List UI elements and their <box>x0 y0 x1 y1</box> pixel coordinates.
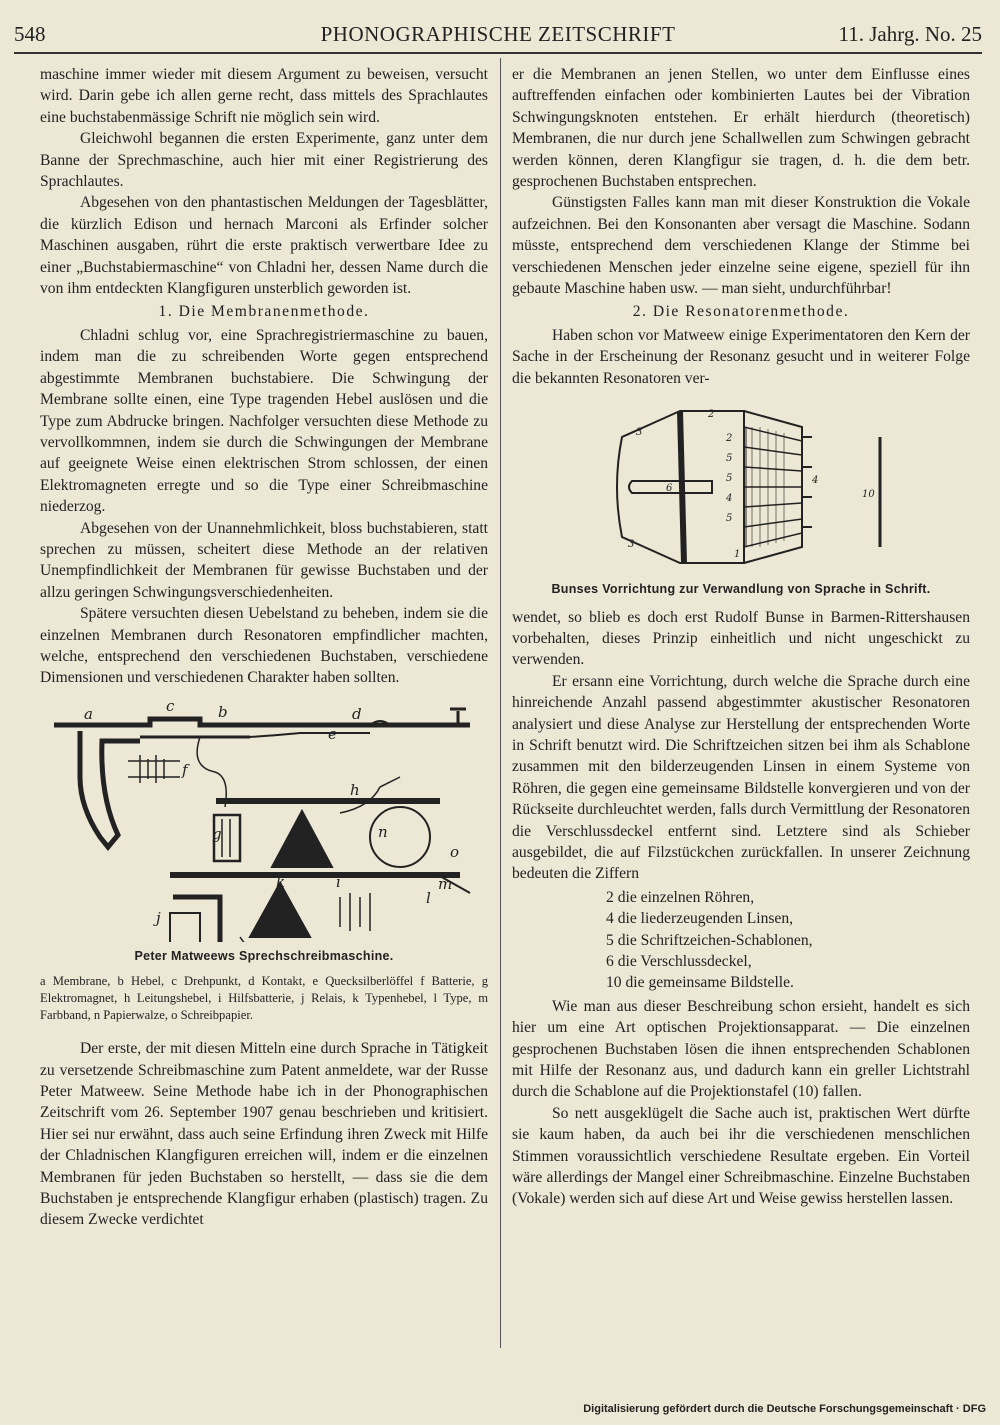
svg-text:b: b <box>218 702 228 721</box>
column-divider <box>500 58 501 1348</box>
svg-text:c: c <box>166 696 175 715</box>
svg-text:i: i <box>336 872 341 891</box>
paragraph: er die Membranen an jenen Stellen, wo unter dem Einflusse eines auftreffenden einfachen oder kombinierten Lautes bei der Vibration Schwingungsknoten entstehen. Er erhält hierdurch (theoretisch) Membranen, die nur durch jene Schallwellen zum Schwingen gebracht werden können, deren Klangfigur sie tragen, d. h. die dem betr. gesprochenen Buchstaben entsprechen. <box>512 66 970 191</box>
issue-label: 11. Jahrg. No. 25 <box>838 22 982 46</box>
svg-text:10: 10 <box>862 489 875 501</box>
figure-legend: a Membrane, b Hebel, c Drehpunkt, d Kontakt, e Quecksilberlöffel f Batterie, g Elektromagnet, h Leitungshebel, i Hilfsbatterie, j Relais, k Typenhebel, l Type, m Farbband, n Papierwalze, o Schreibpapier. <box>40 974 488 1023</box>
svg-text:o: o <box>450 842 460 861</box>
svg-text:n: n <box>378 822 388 841</box>
page-number: 548 <box>14 22 46 46</box>
svg-text:d: d <box>352 704 362 723</box>
resonator-device-diagram <box>512 397 970 575</box>
svg-text:2: 2 <box>708 409 715 421</box>
svg-text:m: m <box>438 874 453 893</box>
svg-text:5: 5 <box>726 513 733 525</box>
list-item: 10 die gemeinsame Bildstelle. <box>606 974 794 992</box>
svg-text:k: k <box>276 872 286 891</box>
paragraph: Wie man aus dieser Beschreibung schon ersieht, handelt es sich hier um eine Art optischen Projektionsapparat. — Die einzelnen gesprochenen Buchstaben lösen die ihnen entsprechenden Schablonen mit Hilfe der Resonanz aus, und dadurch kann ein greller Lichtstrahl durch die Schablone auf die Projektionstafel (10) fallen. <box>512 997 970 1101</box>
svg-text:f: f <box>182 760 188 779</box>
paragraph: Er ersann eine Vorrichtung, durch welche die Sprache durch eine hinreichende Anzahl passend abgestimmter akustischer Resonatoren analysiert und diese Analyse zur Herstellung der entsprechenden Worte in Schrift benutzt wird. Die Schriftzeichen sitzen bei ihm als Schablone zusammen mit den bilderzeugenden Linsen in einem Systeme von Röhren, die gegen eine gemeinsame Bildstelle konvergieren und von der Rückseite durchleuchtet werden, falls durch Vermittlung der Resonatoren die Verschlussdeckel entfernt sind. Letztere sind als Schieber ausgebildet, die auf Filzstückchen zurückfallen. In unserer Zeichnung bedeuten die Ziffern <box>512 672 970 883</box>
paragraph: Günstigsten Falles kann man mit dieser Konstruktion die Vokale aufzeichnen. Bei den Konsonanten aber versagt die Maschine. Sodann müsste, entsprechend dem verschiedenen Klange der Stimme bei verschiedenen Menschen jeder einzelne seine eigene, speziell für ihn gebaute Maschine haben usw. — man sieht, undurchführbar! <box>512 194 970 298</box>
header-rule <box>14 52 982 54</box>
svg-text:6: 6 <box>666 483 673 495</box>
right-column <box>512 64 970 1210</box>
page-header <box>14 22 982 56</box>
paragraph: Spätere versuchten diesen Uebelstand zu beheben, indem sie die einzelnen Membranen durch Resonatoren empfindlicher machten, welche, entsprechend den verschiedenen Buchstaben, verschiedene Dimensionen und verschiedenen Charakter haben sollten. <box>40 605 488 687</box>
svg-text:2: 2 <box>726 433 733 445</box>
svg-text:5: 5 <box>726 453 733 465</box>
svg-text:3: 3 <box>636 427 643 439</box>
svg-text:3: 3 <box>628 539 635 551</box>
numbered-list <box>606 887 970 994</box>
paragraph: So nett ausgeklügelt die Sache auch ist, praktischen Wert dürfte sie kaum haben, da auch bei ihr die verschiedenen menschlichen Stimmen voraussichtlich verschiedene Resultate ergeben. Ein Vorteil wäre allerdings der Mangel einer Schreibmaschine. Einzelne Buchstaben (Vokale) werden sich auf diese Art und Weise gewiss herstellen lassen. <box>512 1104 970 1208</box>
svg-text:e: e <box>328 724 337 743</box>
bunse-figure <box>512 397 970 575</box>
svg-text:l: l <box>426 888 431 907</box>
paragraph: wendet, so blieb es doch erst Rudolf Bunse in Barmen-Rittershausen vorbehalten, dieses Prinzip einheitlich und nicht ungeschickt zu verwenden. <box>512 608 970 669</box>
footer-credit: Digitalisierung gefördert durch die Deutsche Forschungsgemeinschaft · DFG <box>583 1403 986 1415</box>
speech-typewriter-diagram <box>40 697 488 942</box>
svg-text:5: 5 <box>726 473 733 485</box>
svg-text:4: 4 <box>812 475 819 487</box>
paragraph: maschine immer wieder mit diesem Argument zu beweisen, versucht wird. Darin gebe ich allen gerne recht, dass mittels des Sprachlautes eine buchstabenmässige Schrift nie möglich sein wird. <box>40 66 488 126</box>
paragraph: Haben schon vor Matweew einige Experimentatoren den Kern der Sache in der Erscheinung der Resonanz gesucht und in weiterer Folge die bekannten Resonatoren ver- <box>512 326 970 387</box>
list-item: 5 die Schriftzeichen-Schablonen, <box>606 931 813 949</box>
paragraph: Der erste, der mit diesen Mitteln eine durch Sprache in Tätigkeit zu versetzende Schreibmaschine zum Patent anmeldete, war der Russe Peter Matweew. Seine Methode habe ich in der Phonographischen Zeitschrift vom 26. September 1907 genau beschrieben und kritisiert. Hier sei nur erwähnt, dass auch seine Erfindung ihren Zweck mit Hilfe der Chladnischen Klangfiguren erreichen will, indem er die einzelnen Membranen für jeden Buchstaben so herstellt, — dass sie die dem Buchstaben je entsprechende Klangfigur erhaben (plastisch) tragen. Zu diesem Zwecke verdichtet <box>40 1040 488 1229</box>
section-heading: 1. Die Membranenmethode. <box>158 303 370 321</box>
matweew-figure <box>40 697 488 942</box>
figure-caption: Peter Matweews Sprechschreibmaschine. <box>134 948 394 963</box>
paragraph: Gleichwohl begannen die ersten Experimente, ganz unter dem Banne der Sprechmaschine, auch hier mit einer Registrierung des Sprachlautes. <box>40 130 488 191</box>
left-column <box>40 64 488 1231</box>
section-heading: 2. Die Resonatorenmethode. <box>632 303 850 321</box>
journal-title: PHONOGRAPHISCHE ZEITSCHRIFT <box>320 22 676 46</box>
paragraph: Abgesehen von den phantastischen Meldungen der Tagesblätter, die kürzlich Edison und hernach Marconi als Erfinder solcher Maschinen ausgaben, rührt die erste praktisch verwertbare Idee zu einer „Buchstabiermaschine“ von Chladni her, dessen Name durch die von ihm entdeckten Klangfiguren unsterblich geworden ist. <box>40 194 488 298</box>
svg-text:4: 4 <box>726 493 733 505</box>
figure-caption: Bunses Vorrichtung zur Verwandlung von Sprache in Schrift. <box>551 582 931 597</box>
svg-text:j: j <box>156 908 161 927</box>
svg-text:g: g <box>212 824 222 843</box>
svg-text:h: h <box>350 780 360 799</box>
svg-text:1: 1 <box>734 549 741 561</box>
list-item: 4 die liederzeugenden Linsen, <box>606 910 794 928</box>
paragraph: Abgesehen von der Unannehmlichkeit, bloss buchstabieren, statt sprechen zu müssen, scheitert diese Methode an der relativen Unempfindlichkeit der Membranen für gewisse Buchstaben und der allzu geringen Schwingungsverschiedenheiten. <box>40 519 488 601</box>
svg-text:a: a <box>84 704 93 723</box>
list-item: 6 die Verschlussdeckel, <box>606 953 752 970</box>
paragraph: Chladni schlug vor, eine Sprachregistriermaschine zu bauen, indem man die zu schreibenden Worte gegen entsprechend abgestimmte Membranen buchstabiere. Die Schwingung der Membrane sollte einen, eine Type tragenden Hebel auslösen und die Type zum Abdrucke bringen. Nachfolger versuchten diese Methode zu vervollkommnen, indem sie durch die Schwingungen der Membrane auf geeignete Weise einen elektrischen Strom schlossen, der einen Elektromagneten erregte und so die Type einer Schreibmaschine niederzog. <box>40 326 488 516</box>
list-item: 2 die einzelnen Röhren, <box>606 888 755 906</box>
